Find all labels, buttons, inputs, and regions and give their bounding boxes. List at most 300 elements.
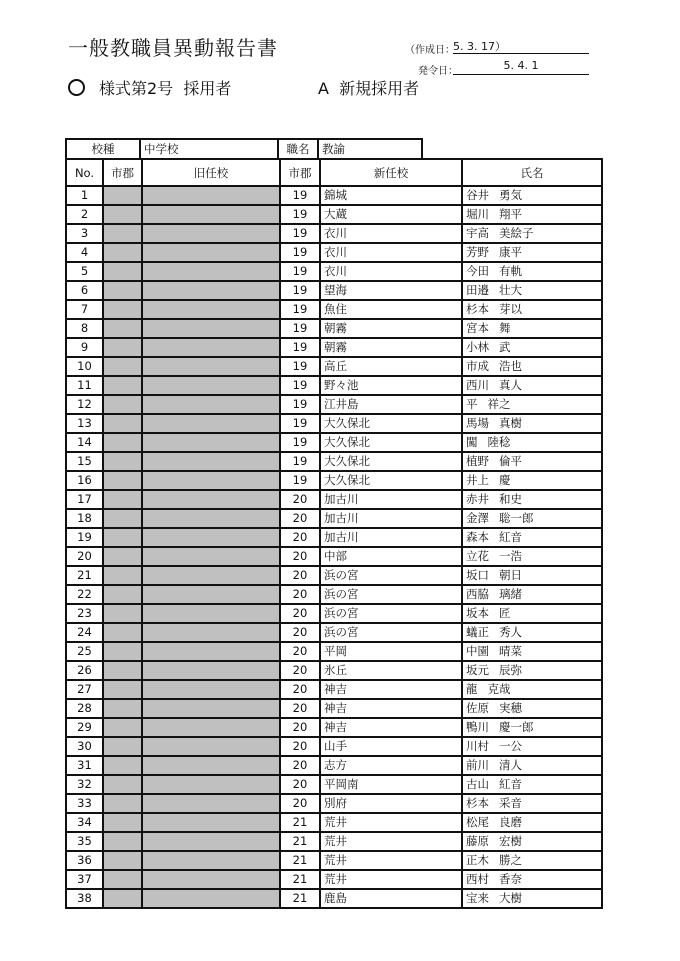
old-school-cell bbox=[142, 699, 280, 718]
surname: 小林 bbox=[466, 340, 489, 354]
old-school-cell bbox=[142, 262, 280, 281]
given-name: 璃緒 bbox=[499, 587, 522, 601]
row-number: 26 bbox=[66, 661, 103, 680]
row-number: 35 bbox=[66, 832, 103, 851]
row-number: 8 bbox=[66, 319, 103, 338]
form-heading bbox=[68, 76, 231, 99]
new-city-cell: 19 bbox=[280, 452, 320, 471]
col-header-old-city: 市郡 bbox=[103, 159, 142, 186]
old-city-cell bbox=[103, 661, 142, 680]
old-school-cell bbox=[142, 585, 280, 604]
given-name: 美絵子 bbox=[499, 226, 534, 240]
issued-date-field bbox=[453, 59, 589, 75]
row-number: 21 bbox=[66, 566, 103, 585]
new-city-cell: 19 bbox=[280, 224, 320, 243]
old-school-cell bbox=[142, 528, 280, 547]
new-city-cell: 20 bbox=[280, 509, 320, 528]
new-city-cell: 19 bbox=[280, 186, 320, 205]
given-name: 采音 bbox=[499, 796, 522, 810]
old-school-cell bbox=[142, 452, 280, 471]
table-row bbox=[66, 699, 602, 718]
row-number: 1 bbox=[66, 186, 103, 205]
old-city-cell bbox=[103, 604, 142, 623]
surname: 松尾 bbox=[466, 815, 489, 829]
surname: 坂口 bbox=[466, 568, 489, 582]
new-city-cell: 19 bbox=[280, 414, 320, 433]
new-school-cell: 中部 bbox=[320, 547, 462, 566]
old-school-cell bbox=[142, 471, 280, 490]
table-row bbox=[66, 718, 602, 737]
new-city-cell: 20 bbox=[280, 547, 320, 566]
name-cell bbox=[462, 680, 602, 699]
table-row bbox=[66, 813, 602, 832]
given-name: 朝日 bbox=[499, 568, 522, 582]
old-school-cell bbox=[142, 566, 280, 585]
new-city-cell: 19 bbox=[280, 300, 320, 319]
name-cell bbox=[462, 623, 602, 642]
name-cell bbox=[462, 376, 602, 395]
personnel-table bbox=[65, 158, 603, 909]
category-code: A bbox=[318, 79, 329, 98]
new-school-cell: 加古川 bbox=[320, 509, 462, 528]
name-cell bbox=[462, 756, 602, 775]
new-city-cell: 20 bbox=[280, 490, 320, 509]
new-city-cell: 20 bbox=[280, 699, 320, 718]
old-school-cell bbox=[142, 547, 280, 566]
old-school-cell bbox=[142, 300, 280, 319]
surname: 宝来 bbox=[466, 891, 489, 905]
row-number: 36 bbox=[66, 851, 103, 870]
surname: 市成 bbox=[466, 359, 489, 373]
old-city-cell bbox=[103, 889, 142, 908]
given-name: 辰弥 bbox=[499, 663, 522, 677]
table-row bbox=[66, 262, 602, 281]
new-school-cell: 神吉 bbox=[320, 699, 462, 718]
new-city-cell: 20 bbox=[280, 604, 320, 623]
form-number: 様式第2号 bbox=[99, 79, 174, 98]
surname: 正木 bbox=[466, 853, 489, 867]
surname: 芳野 bbox=[466, 245, 489, 259]
table-row bbox=[66, 281, 602, 300]
new-city-cell: 20 bbox=[280, 585, 320, 604]
row-number: 18 bbox=[66, 509, 103, 528]
position-value: 教諭 bbox=[318, 139, 422, 159]
table-row bbox=[66, 585, 602, 604]
new-school-cell: 錦城 bbox=[320, 186, 462, 205]
new-city-cell: 19 bbox=[280, 205, 320, 224]
new-city-cell: 21 bbox=[280, 832, 320, 851]
surname: 金澤 bbox=[466, 511, 489, 525]
row-number: 24 bbox=[66, 623, 103, 642]
row-number: 17 bbox=[66, 490, 103, 509]
name-cell bbox=[462, 547, 602, 566]
name-cell bbox=[462, 699, 602, 718]
surname: 古山 bbox=[466, 777, 489, 791]
row-number: 2 bbox=[66, 205, 103, 224]
old-city-cell bbox=[103, 851, 142, 870]
given-name: 克哉 bbox=[487, 682, 511, 696]
old-school-cell bbox=[142, 832, 280, 851]
row-number: 10 bbox=[66, 357, 103, 376]
surname: 馬場 bbox=[466, 416, 489, 430]
new-school-cell: 浜の宮 bbox=[320, 585, 462, 604]
table-row bbox=[66, 604, 602, 623]
new-city-cell: 19 bbox=[280, 262, 320, 281]
surname: 植野 bbox=[466, 454, 489, 468]
new-city-cell: 20 bbox=[280, 566, 320, 585]
row-number: 6 bbox=[66, 281, 103, 300]
old-city-cell bbox=[103, 566, 142, 585]
name-cell bbox=[462, 509, 602, 528]
name-cell bbox=[462, 319, 602, 338]
given-name: 慶一郎 bbox=[499, 720, 534, 734]
col-header-old-school: 旧任校 bbox=[142, 159, 280, 186]
name-cell bbox=[462, 281, 602, 300]
new-school-cell: 大蔵 bbox=[320, 205, 462, 224]
row-number: 33 bbox=[66, 794, 103, 813]
table-row bbox=[66, 528, 602, 547]
old-school-cell bbox=[142, 889, 280, 908]
new-school-cell: 望海 bbox=[320, 281, 462, 300]
old-school-cell bbox=[142, 509, 280, 528]
new-school-cell: 浜の宮 bbox=[320, 623, 462, 642]
row-number: 20 bbox=[66, 547, 103, 566]
new-school-cell: 平岡南 bbox=[320, 775, 462, 794]
table-row bbox=[66, 794, 602, 813]
name-cell bbox=[462, 737, 602, 756]
given-name: 武 bbox=[499, 340, 511, 354]
given-name: 真人 bbox=[499, 378, 522, 392]
old-school-cell bbox=[142, 756, 280, 775]
row-number: 22 bbox=[66, 585, 103, 604]
old-school-cell bbox=[142, 319, 280, 338]
new-school-cell: 鹿島 bbox=[320, 889, 462, 908]
table-row bbox=[66, 224, 602, 243]
old-school-cell bbox=[142, 870, 280, 889]
surname: 蟻正 bbox=[466, 625, 489, 639]
table-row bbox=[66, 547, 602, 566]
document-title: 一般教職員異動報告書 bbox=[68, 36, 278, 60]
name-cell bbox=[462, 186, 602, 205]
new-city-cell: 19 bbox=[280, 471, 320, 490]
category-label: 新規採用者 bbox=[339, 79, 420, 98]
old-city-cell bbox=[103, 509, 142, 528]
surname: 中園 bbox=[466, 644, 489, 658]
old-school-cell bbox=[142, 490, 280, 509]
surname: 鴨川 bbox=[466, 720, 489, 734]
new-city-cell: 19 bbox=[280, 395, 320, 414]
given-name: 清人 bbox=[499, 758, 522, 772]
given-name: 匠 bbox=[499, 606, 511, 620]
old-school-cell bbox=[142, 414, 280, 433]
surname: 立花 bbox=[466, 549, 489, 563]
old-school-cell bbox=[142, 243, 280, 262]
old-city-cell bbox=[103, 433, 142, 452]
name-cell bbox=[462, 395, 602, 414]
new-school-cell: 荒井 bbox=[320, 832, 462, 851]
given-name: 慶 bbox=[499, 473, 511, 487]
name-cell bbox=[462, 642, 602, 661]
created-date-field bbox=[453, 38, 589, 54]
name-cell bbox=[462, 585, 602, 604]
surname: 今田 bbox=[466, 264, 489, 278]
surname: 谷井 bbox=[466, 188, 489, 202]
new-city-cell: 21 bbox=[280, 813, 320, 832]
old-city-cell bbox=[103, 262, 142, 281]
row-number: 34 bbox=[66, 813, 103, 832]
given-name: 翔平 bbox=[499, 207, 522, 221]
new-school-cell: 高丘 bbox=[320, 357, 462, 376]
surname: 赤井 bbox=[466, 492, 489, 506]
table-row bbox=[66, 186, 602, 205]
name-cell bbox=[462, 414, 602, 433]
table-row bbox=[66, 756, 602, 775]
old-school-cell bbox=[142, 661, 280, 680]
old-school-cell bbox=[142, 395, 280, 414]
row-number: 29 bbox=[66, 718, 103, 737]
old-school-cell bbox=[142, 338, 280, 357]
name-cell bbox=[462, 452, 602, 471]
new-school-cell: 衣川 bbox=[320, 243, 462, 262]
given-name: 勇気 bbox=[499, 188, 522, 202]
given-name: 聡一郎 bbox=[499, 511, 534, 525]
table-row bbox=[66, 395, 602, 414]
circle-mark-icon bbox=[68, 79, 85, 96]
issued-date-value: 5. 4. 1 bbox=[503, 59, 539, 72]
new-school-cell: 山手 bbox=[320, 737, 462, 756]
col-header-name: 氏名 bbox=[462, 159, 602, 186]
old-city-cell bbox=[103, 794, 142, 813]
name-cell bbox=[462, 205, 602, 224]
row-number: 28 bbox=[66, 699, 103, 718]
surname: 宇高 bbox=[466, 226, 489, 240]
table-row bbox=[66, 832, 602, 851]
new-city-cell: 19 bbox=[280, 281, 320, 300]
col-header-new-city: 市郡 bbox=[280, 159, 320, 186]
given-name: 一浩 bbox=[499, 549, 522, 563]
new-school-cell: 野々池 bbox=[320, 376, 462, 395]
old-city-cell bbox=[103, 718, 142, 737]
given-name: 舞 bbox=[499, 321, 511, 335]
name-cell bbox=[462, 775, 602, 794]
row-number: 5 bbox=[66, 262, 103, 281]
school-type-value: 中学校 bbox=[140, 139, 278, 159]
table-row bbox=[66, 490, 602, 509]
old-city-cell bbox=[103, 737, 142, 756]
row-number: 38 bbox=[66, 889, 103, 908]
name-cell bbox=[462, 243, 602, 262]
row-number: 15 bbox=[66, 452, 103, 471]
old-city-cell bbox=[103, 395, 142, 414]
surname: 龍 bbox=[466, 682, 478, 696]
table-row bbox=[66, 661, 602, 680]
name-cell bbox=[462, 357, 602, 376]
name-cell bbox=[462, 832, 602, 851]
row-number: 14 bbox=[66, 433, 103, 452]
old-city-cell bbox=[103, 205, 142, 224]
new-city-cell: 20 bbox=[280, 680, 320, 699]
row-number: 19 bbox=[66, 528, 103, 547]
new-city-cell: 19 bbox=[280, 319, 320, 338]
row-number: 7 bbox=[66, 300, 103, 319]
old-school-cell bbox=[142, 813, 280, 832]
old-school-cell bbox=[142, 186, 280, 205]
given-name: 良磨 bbox=[499, 815, 522, 829]
surname: 杉本 bbox=[466, 796, 489, 810]
new-school-cell: 浜の宮 bbox=[320, 566, 462, 585]
table-row bbox=[66, 452, 602, 471]
issued-date-label: 発令日： bbox=[418, 66, 458, 77]
info-table bbox=[65, 138, 423, 160]
created-date-label: （作成日： bbox=[405, 45, 455, 56]
old-city-cell bbox=[103, 186, 142, 205]
surname: 坂元 bbox=[466, 663, 489, 677]
new-city-cell: 19 bbox=[280, 338, 320, 357]
table-row bbox=[66, 243, 602, 262]
old-city-cell bbox=[103, 870, 142, 889]
new-city-cell: 19 bbox=[280, 376, 320, 395]
row-number: 3 bbox=[66, 224, 103, 243]
old-school-cell bbox=[142, 433, 280, 452]
surname: 前川 bbox=[466, 758, 489, 772]
new-school-cell: 大久保北 bbox=[320, 452, 462, 471]
new-school-cell: 衣川 bbox=[320, 262, 462, 281]
surname: 川村 bbox=[466, 739, 489, 753]
old-city-cell bbox=[103, 319, 142, 338]
old-city-cell bbox=[103, 775, 142, 794]
name-cell bbox=[462, 224, 602, 243]
new-school-cell: 加古川 bbox=[320, 490, 462, 509]
name-cell bbox=[462, 566, 602, 585]
given-name: 一公 bbox=[499, 739, 522, 753]
old-city-cell bbox=[103, 281, 142, 300]
given-name: 陸稔 bbox=[487, 435, 511, 449]
school-type-label: 校種 bbox=[66, 139, 140, 159]
table-row bbox=[66, 775, 602, 794]
row-number: 30 bbox=[66, 737, 103, 756]
old-city-cell bbox=[103, 357, 142, 376]
name-cell bbox=[462, 870, 602, 889]
name-cell bbox=[462, 490, 602, 509]
table-row bbox=[66, 433, 602, 452]
given-name: 有軌 bbox=[499, 264, 522, 278]
old-school-cell bbox=[142, 794, 280, 813]
given-name: 倫平 bbox=[499, 454, 522, 468]
name-cell bbox=[462, 528, 602, 547]
new-school-cell: 江井島 bbox=[320, 395, 462, 414]
old-city-cell bbox=[103, 471, 142, 490]
table-row bbox=[66, 851, 602, 870]
row-number: 27 bbox=[66, 680, 103, 699]
new-school-cell: 別府 bbox=[320, 794, 462, 813]
old-city-cell bbox=[103, 414, 142, 433]
old-school-cell bbox=[142, 642, 280, 661]
table-row bbox=[66, 509, 602, 528]
given-name: 晴菜 bbox=[499, 644, 522, 658]
new-city-cell: 20 bbox=[280, 528, 320, 547]
new-school-cell: 荒井 bbox=[320, 870, 462, 889]
row-number: 12 bbox=[66, 395, 103, 414]
name-cell bbox=[462, 300, 602, 319]
surname: 坂本 bbox=[466, 606, 489, 620]
table-header-row bbox=[66, 159, 602, 186]
name-cell bbox=[462, 718, 602, 737]
table-row bbox=[66, 737, 602, 756]
surname: 西村 bbox=[466, 872, 489, 886]
row-number: 23 bbox=[66, 604, 103, 623]
old-city-cell bbox=[103, 376, 142, 395]
table-row bbox=[66, 471, 602, 490]
given-name: 大樹 bbox=[499, 891, 522, 905]
given-name: 壮大 bbox=[499, 283, 522, 297]
table-row bbox=[66, 623, 602, 642]
new-school-cell: 浜の宮 bbox=[320, 604, 462, 623]
old-city-cell bbox=[103, 547, 142, 566]
surname: 宮本 bbox=[466, 321, 489, 335]
given-name: 紅音 bbox=[499, 530, 522, 544]
row-number: 31 bbox=[66, 756, 103, 775]
row-number: 37 bbox=[66, 870, 103, 889]
old-city-cell bbox=[103, 338, 142, 357]
old-school-cell bbox=[142, 775, 280, 794]
new-school-cell: 加古川 bbox=[320, 528, 462, 547]
new-city-cell: 20 bbox=[280, 794, 320, 813]
name-cell bbox=[462, 794, 602, 813]
new-city-cell: 20 bbox=[280, 756, 320, 775]
given-name: 祥之 bbox=[487, 397, 511, 411]
surname: 平 bbox=[466, 397, 478, 411]
table-row bbox=[66, 870, 602, 889]
form-type: 採用者 bbox=[183, 79, 232, 98]
table-row bbox=[66, 338, 602, 357]
old-city-cell bbox=[103, 623, 142, 642]
old-city-cell bbox=[103, 699, 142, 718]
name-cell bbox=[462, 889, 602, 908]
given-name: 秀人 bbox=[499, 625, 522, 639]
new-school-cell: 大久保北 bbox=[320, 414, 462, 433]
name-cell bbox=[462, 338, 602, 357]
name-cell bbox=[462, 661, 602, 680]
old-school-cell bbox=[142, 224, 280, 243]
given-name: 芽以 bbox=[499, 302, 522, 316]
new-school-cell: 大久保北 bbox=[320, 433, 462, 452]
given-name: 真樹 bbox=[499, 416, 522, 430]
new-city-cell: 21 bbox=[280, 870, 320, 889]
old-city-cell bbox=[103, 832, 142, 851]
row-number: 25 bbox=[66, 642, 103, 661]
new-city-cell: 19 bbox=[280, 243, 320, 262]
old-city-cell bbox=[103, 680, 142, 699]
old-city-cell bbox=[103, 243, 142, 262]
table-row bbox=[66, 566, 602, 585]
surname: 佐原 bbox=[466, 701, 489, 715]
table-row bbox=[66, 414, 602, 433]
row-number: 13 bbox=[66, 414, 103, 433]
category-heading bbox=[318, 76, 419, 99]
old-city-cell bbox=[103, 528, 142, 547]
new-city-cell: 20 bbox=[280, 661, 320, 680]
given-name: 紅音 bbox=[499, 777, 522, 791]
new-school-cell: 朝霧 bbox=[320, 338, 462, 357]
table-row bbox=[66, 376, 602, 395]
row-number: 9 bbox=[66, 338, 103, 357]
old-city-cell bbox=[103, 813, 142, 832]
new-city-cell: 20 bbox=[280, 642, 320, 661]
given-name: 実穂 bbox=[499, 701, 522, 715]
table-row bbox=[66, 680, 602, 699]
table-row bbox=[66, 300, 602, 319]
given-name: 康平 bbox=[499, 245, 522, 259]
